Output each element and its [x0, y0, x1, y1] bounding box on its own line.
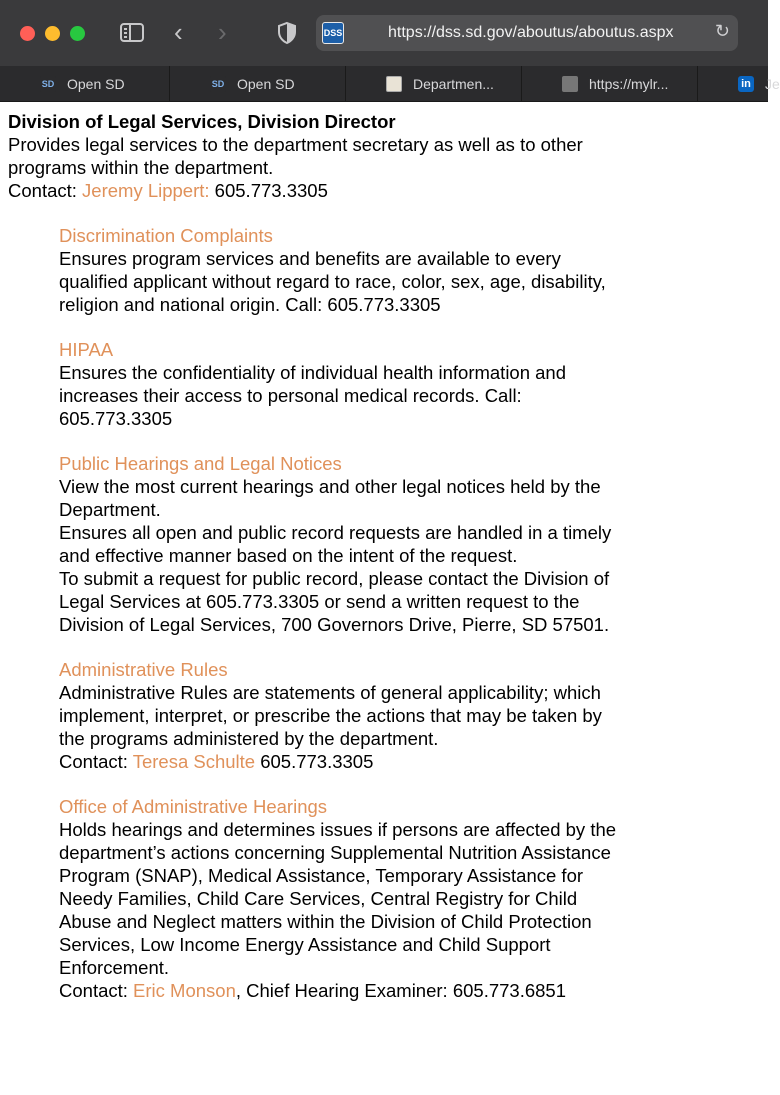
privacy-shield-icon[interactable]: [278, 22, 296, 44]
open-sd-icon: SD: [40, 76, 56, 92]
director-title: Division of Legal Services, Division Director: [8, 111, 396, 132]
tab-open-sd-2[interactable]: [170, 66, 346, 102]
url-text[interactable]: https://dss.sd.gov/aboutus/aboutus.aspx: [388, 24, 674, 41]
administrative-hearings-link[interactable]: Office of Administrative Hearings: [59, 796, 328, 817]
section-text: Administrative Rules are statements of general applicability; which implement, interpret, or prescribe the actions that may be taken by the programs administered by the department.: [59, 682, 602, 749]
mylr-icon: [562, 76, 578, 92]
director-block: [8, 110, 768, 202]
section-administrative-rules: [59, 658, 634, 773]
address-bar[interactable]: [316, 15, 738, 51]
discrimination-complaints-link[interactable]: Discrimination Complaints: [59, 225, 273, 246]
tab-label: Departmen...: [413, 76, 494, 92]
tab-bar: [0, 66, 780, 102]
section-hipaa: [59, 338, 634, 430]
contact-prefix: Contact:: [59, 751, 133, 772]
contact-link-jeremy-lippert[interactable]: Jeremy Lippert:: [82, 180, 210, 201]
director-description: Provides legal services to the department secretary as well as to other programs within the department.: [8, 134, 583, 178]
zoom-window-button[interactable]: [70, 26, 85, 41]
reload-icon[interactable]: ↻: [714, 21, 730, 41]
admin-hearings-contact: [59, 979, 634, 1002]
contact-prefix: Contact:: [59, 980, 134, 1001]
section-administrative-hearings: [59, 795, 634, 1002]
contact-suffix: , Chief Hearing Examiner: 605.773.6851: [235, 980, 566, 1001]
contact-phone: 605.773.3305: [255, 751, 374, 772]
open-sd-icon: SD: [210, 76, 226, 92]
section-text: Holds hearings and determines issues if persons are affected by the department’s actions concerning Supplemental Nutrition Assistance Program (SNAP), Medical Assistance, Temporary Assistance for Needy Families, Child Care Services, Central Registry for Child Abuse and Neglect matters within the Division of Child Protection Services, Low Income Energy Assistance and Child Support Enforcement.: [59, 819, 617, 978]
browser-titlebar: [0, 0, 768, 66]
contact-link-eric-monson[interactable]: Eric Monson: [133, 980, 236, 1001]
section-text: Ensures program services and benefits are available to every qualified applicant without regard to race, color, sex, age, disability, religion and national origin. Call: 605.773.3305: [59, 248, 606, 315]
tab-label: Je: [765, 76, 780, 92]
sidebar-toggle-icon[interactable]: [120, 23, 144, 42]
section-text: Ensures the confidentiality of individual health information and increases their access to personal medical records. Call: 605.773.3305: [59, 362, 567, 429]
section-text: View the most current hearings and other legal notices held by the Department.: [59, 476, 601, 520]
tab-label: Open SD: [67, 76, 125, 92]
tab-label: Open SD: [237, 76, 295, 92]
public-records-request-text: To submit a request for public record, please contact the Division of Legal Services at 605.773.3305 or send a written request to the Division of Legal Services, 700 Governors Drive, Pierre, SD 57501.: [59, 568, 610, 635]
tab-linkedin[interactable]: [698, 66, 780, 102]
tab-open-sd-1[interactable]: [0, 66, 170, 102]
admin-rules-contact: [59, 750, 634, 773]
page-content: [0, 102, 768, 1002]
administrative-rules-link[interactable]: Administrative Rules: [59, 659, 228, 680]
minimize-window-button[interactable]: [45, 26, 60, 41]
site-favicon-icon: DSS: [322, 22, 344, 44]
tab-department[interactable]: [346, 66, 522, 102]
director-contact: [8, 179, 768, 202]
public-records-text: Ensures all open and public record requests are handled in a timely and effective manner based on the intent of the request.: [59, 522, 612, 566]
department-icon: [386, 76, 402, 92]
section-discrimination-complaints: [59, 224, 634, 316]
contact-phone: 605.773.3305: [209, 180, 328, 201]
forward-arrow-icon[interactable]: ›: [218, 17, 227, 47]
tab-mylr[interactable]: [522, 66, 698, 102]
hipaa-link[interactable]: HIPAA: [59, 339, 114, 360]
window-controls: [20, 26, 85, 41]
public-hearings-link[interactable]: Public Hearings and Legal Notices: [59, 453, 342, 474]
back-arrow-icon[interactable]: ‹: [174, 17, 183, 47]
section-public-hearings: [59, 452, 634, 636]
contact-link-teresa-schulte[interactable]: Teresa Schulte: [132, 751, 256, 772]
contact-prefix: Contact:: [8, 180, 83, 201]
tab-label: https://mylr...: [589, 76, 669, 92]
linkedin-icon: in: [738, 76, 754, 92]
close-window-button[interactable]: [20, 26, 35, 41]
